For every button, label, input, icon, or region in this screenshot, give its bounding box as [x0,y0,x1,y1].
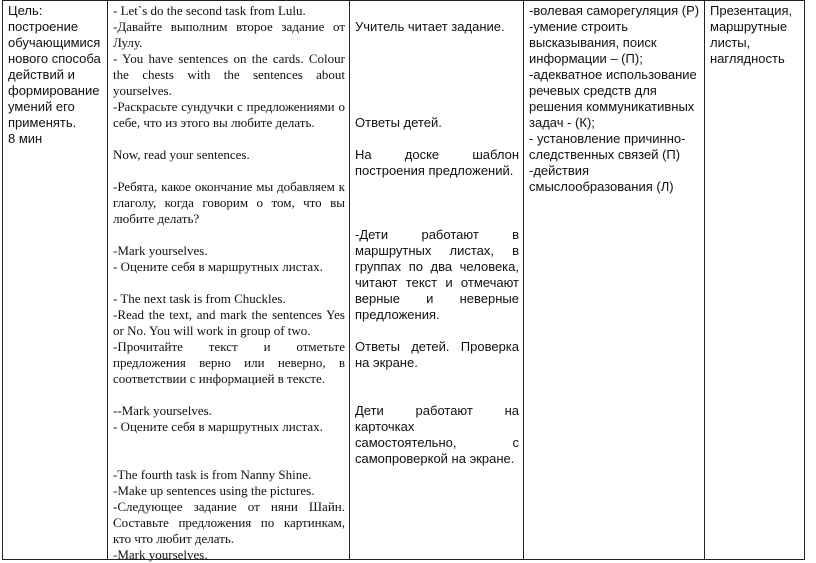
student-activity-text: Дети работают на карточках самостоятельно, с самопроверкой на экране. [355,403,519,466]
goal-line: нового способа [8,51,101,66]
task2-line: - You have sentences on the cards. Colour the chests with the sentences about yourselves. [113,51,345,98]
student-activity-text: -Дети работают в маршрутных листах, в группах по два человека, читают текст и отмечают верные и неверные предложения. [355,227,519,322]
task4-line: -Make up sentences using the pictures. [113,483,315,498]
task3-line: -Прочитайте текст и отметьте предложения верно или неверно, в соответствии с информацией в тексте. [113,339,345,386]
student-activity-text: Учитель читает задание. [355,19,505,34]
student-activity-text: На доске шаблон построения предложений. [355,147,519,178]
task4-line: -The fourth task is from Nanny Shine. [113,467,312,482]
lesson-plan-table [2,0,805,560]
task2-line: - Let`s do the second task from Lulu. [113,3,306,18]
goal-line: умений его [8,99,75,114]
student-activity-text: Ответы детей. [355,115,442,130]
task4-line: -Mark yourselves. [113,547,208,562]
mark-line: --Mark yourselves. [113,403,212,418]
uud-content [529,3,700,543]
mark-line-ru: - Оцените себя в маршрутных листах. [113,419,323,434]
resources-cell [705,1,805,560]
goal-line: действий и [8,67,75,82]
goal-lines [8,3,103,543]
task2-line: -Давайте выполним второе задание от Лулу. [113,19,345,50]
task4-line: -Следующее задание от няни Шайн. Составьте предложения по картинкам, кто что любит делать. [113,499,345,546]
read-sentences-line: Now, read your sentences. [113,147,250,162]
mark-line: -Mark yourselves. [113,243,208,258]
goal-line: Цель: [8,3,43,18]
goal-line: формирование [8,83,100,98]
goal-line: построение [8,19,79,34]
table-row [3,1,805,560]
goal-line: обучающимися [8,35,101,50]
student-activity-content [355,19,519,559]
uud-line: -адекватное использование речевых средств для решения коммуникативных задач - (К); [529,67,697,130]
resources-content [710,3,800,543]
teacher-activity-content [113,3,345,562]
goal-cell [3,1,108,560]
duration-text: 8 мин [8,131,43,146]
verb-ending-question: -Ребята, какое окончание мы добавляем к глаголу, когда говорим о том, что вы любите делать? [113,179,345,226]
uud-line: -действия смыслообразования (Л) [529,163,674,194]
resources-text: Презентация, маршрутные листы, наглядность [710,3,793,66]
task3-line: - The next task is from Chuckles. [113,291,286,306]
mark-line-ru: - Оцените себя в маршрутных листах. [113,259,323,274]
task2-line: -Раскрасьте сундучки с предложениями о себе, что из этого вы любите делать. [113,99,345,130]
student-activity-cell [350,1,524,560]
teacher-activity-cell [108,1,350,560]
task3-line: -Read the text, and mark the sentences Yes or No. You will work in group of two. [113,307,345,338]
uud-cell [524,1,705,560]
uud-line: - установление причинно-следственных связей (П) [529,131,686,162]
uud-line: -умение строить высказывания, поиск информации – (П); [529,19,657,66]
uud-line: -волевая саморегуляция (Р) [529,3,700,18]
student-activity-text: Ответы детей. Проверка на экране. [355,339,519,370]
goal-line: применять. [8,115,77,130]
